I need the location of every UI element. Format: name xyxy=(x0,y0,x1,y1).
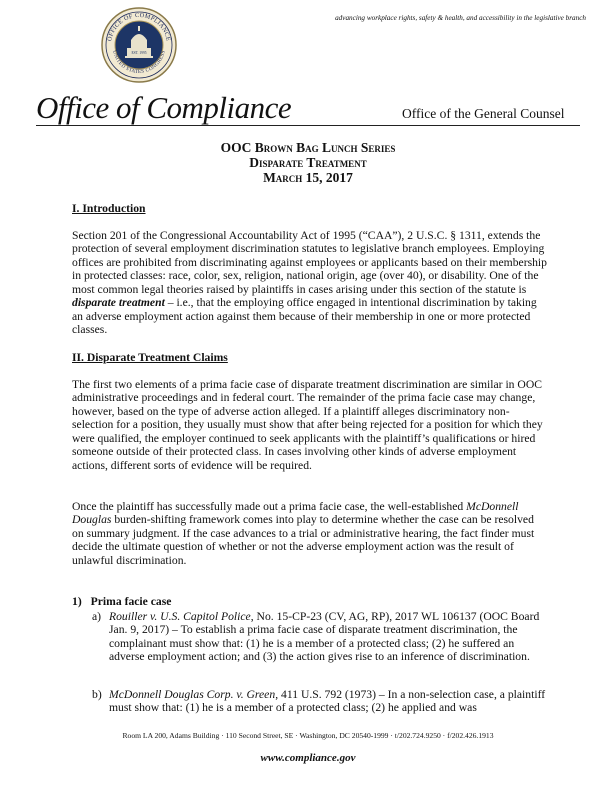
footer-website-link[interactable]: www.compliance.gov xyxy=(260,752,356,764)
subitem-label: b) xyxy=(92,688,102,701)
list-number: 1) xyxy=(72,595,82,608)
case-citation: Rouiller v. U.S. Capitol Police xyxy=(109,610,251,623)
title-line-date: March 15, 2017 xyxy=(263,170,353,185)
office-seal-logo xyxy=(100,6,178,84)
emphasis-text: McDonnell Douglas xyxy=(72,500,519,527)
subitem-text xyxy=(109,610,547,664)
text-run: , No. 15-CP-23 (CV, AG, RP), 2017 WL 106137 (OOC Board Jan. 9, 2017) – To establish a prima facie case of disparate treatment discrimination, the complainant must show that: (1) he is a member of a protected class; (2) he suffered an adverse employment action; and (3) the action gives rise to an inference of discrimination. xyxy=(109,610,540,664)
subitem-label: a) xyxy=(92,610,102,623)
paragraph xyxy=(72,500,547,567)
agency-name: Office of Compliance xyxy=(36,90,292,125)
section-claims-heading xyxy=(72,351,547,364)
list-item-title: Prima facie case xyxy=(90,595,172,608)
text-run: burden-shifting framework comes into play to determine whether the case can be resolved on summary judgment. If the case advances to a trial or administrative hearing, the fact finder must decide the ultimate question of whether or not the adverse employment action was the result of unlawful discrimination. xyxy=(72,513,535,567)
emphasis-text: disparate treatment xyxy=(72,296,165,310)
footer-address: Room LA 200, Adams Building · 110 Second Street, SE · Washington, DC 20540-1999 · t/202.724.9250 · f/202.426.1913 xyxy=(122,731,494,740)
claims-paragraph-2 xyxy=(72,500,547,567)
section-introduction-heading xyxy=(72,202,547,215)
title-line-series: OOC Brown Bag Lunch Series xyxy=(220,140,396,155)
seal-top-text: OFFICE OF COMPLIANCE xyxy=(106,11,172,42)
department-name: Office of the General Counsel xyxy=(402,106,565,121)
list-subitem-b xyxy=(92,688,547,715)
subitem-text xyxy=(109,688,547,715)
section-heading: II. Disparate Treatment Claims xyxy=(72,351,228,364)
seal-est-text: EST. 1995 xyxy=(131,51,147,55)
section-heading: I. Introduction xyxy=(72,202,146,215)
paragraph: The first two elements of a prima facie case of disparate treatment discrimination are similar in OOC administrative proceedings and in federal court. The remainder of the prima facie case may change, however, based on the type of adverse action alleged. If a plaintiff alleges discriminatory non-selection for a position, they usually must show that after being rejected for a position for which they were qualified, the employer continued to seek applicants with the plaintiff’s qualifications or hired someone outside of their protected class. In cases involving other kinds of adverse employment actions, different sorts of evidence will be required. xyxy=(72,378,543,472)
text-run: Section 201 of the Congressional Accountability Act of 1995 (“CAA”), 2 U.S.C. § 1311, extends the protection of several employment discrimination statutes to legislative branch employees. Employing offices are prohibited from discriminating against employees or applicants based on their membership in protected classes: race, color, sex, religion, national origin, age (over 40), or disability. One of the most common legal theories raised by plaintiffs in cases arising under this section of the statute is xyxy=(72,229,547,296)
case-citation: McDonnell Douglas Corp. v. Green xyxy=(109,688,276,701)
introduction-paragraph xyxy=(72,229,547,337)
header-divider xyxy=(36,125,580,126)
document-title xyxy=(36,140,580,185)
text-run: , 411 U.S. 792 (1973) – In a non-selection case, a plaintiff must show that: (1) he is a member of a protected class; (2) he applied and was xyxy=(109,688,546,715)
title-line-topic: Disparate Treatment xyxy=(249,155,367,170)
list-item-prima-facie xyxy=(72,595,547,608)
tagline: advancing workplace rights, safety & health, and accessibility in the legislative branch xyxy=(335,14,586,22)
text-run: – i.e., that the employing office engaged in intentional discrimination by taking an adverse employment action against them because of their membership in one or more protected classes. xyxy=(72,296,537,337)
list-subitem-a xyxy=(92,610,547,664)
text-run: Once the plaintiff has successfully made out a prima facie case, the well-established xyxy=(72,500,467,513)
paragraph xyxy=(72,229,547,337)
seal-bottom-text: UNITED STATES CONGRESS xyxy=(111,49,167,76)
claims-paragraph-1 xyxy=(72,378,547,472)
